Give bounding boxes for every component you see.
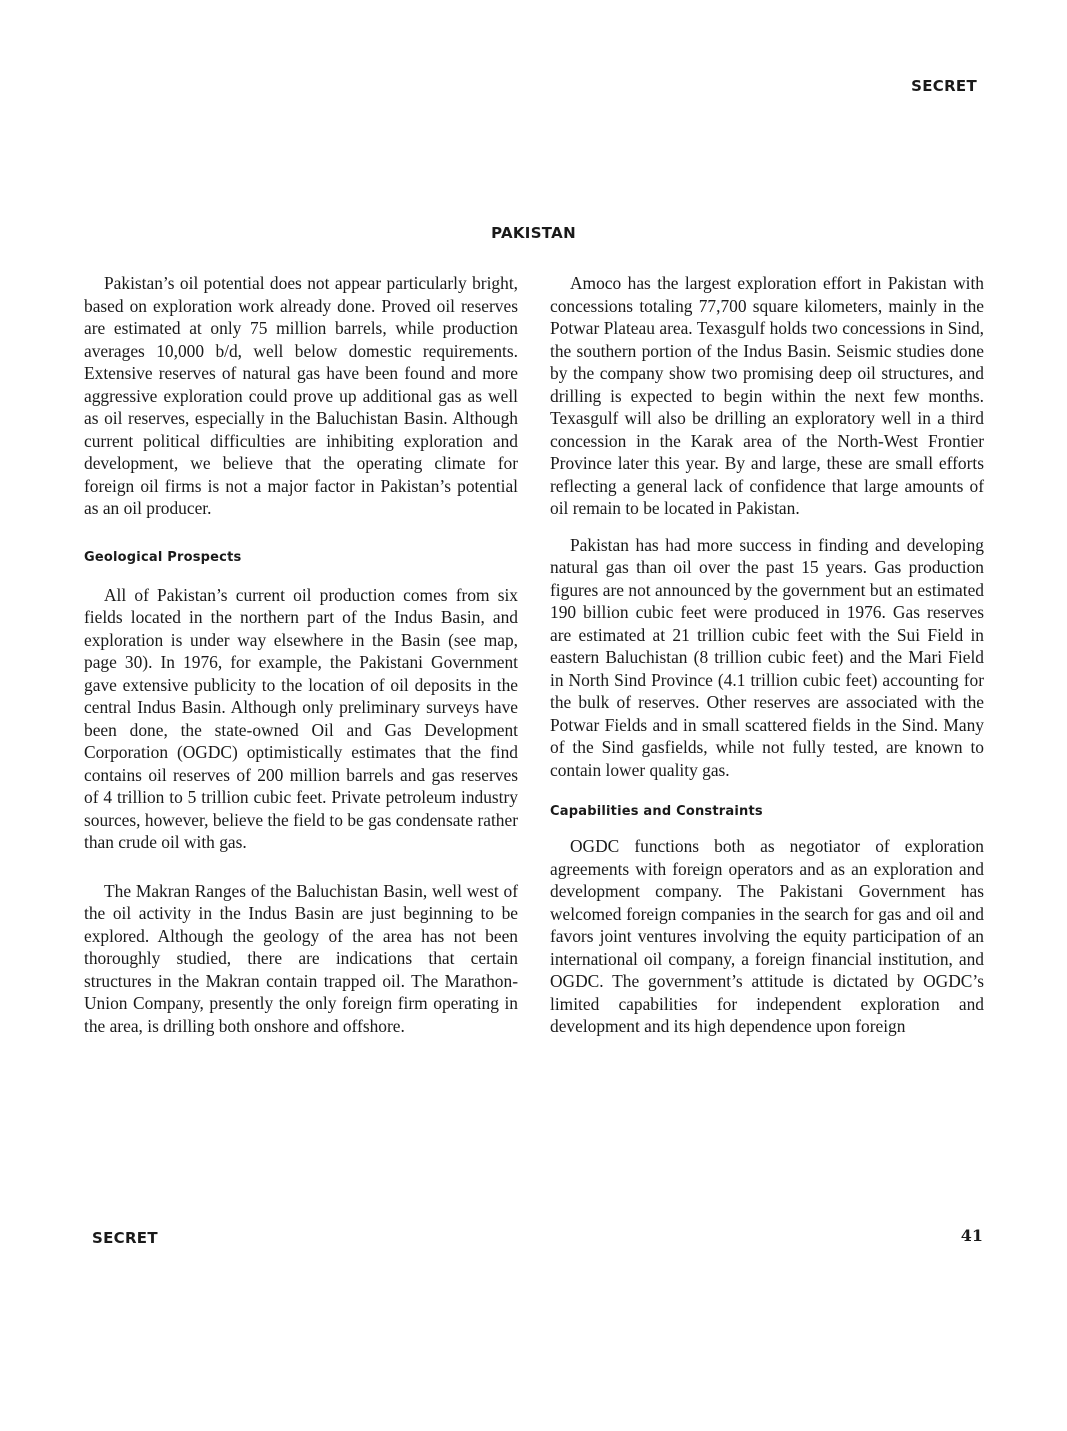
paragraph-amoco-exploration: Amoco has the largest exploration effort in Pakistan with concessions totaling 77,700 square kilometers, mainly in the Potwar Plateau area. Texasgulf holds two concessions in Sind, the southern portion of the Indus Basin. Seismic studies done by the company show two promising deep oil structures, and drilling is expected to begin within the next few months. Texasgulf will also be drilling an exploratory well in a third concession in the Karak area of the North-West Frontier Province later this year. By and large, these are small efforts reflecting a general lack of confidence that large amounts of oil remain to be located in Pakistan. (550, 273, 984, 518)
paragraph-oil-potential: Pakistan’s oil potential does not appear particularly bright, based on exploration work already done. Proved oil reserves are estimated at only 75 million barrels, while production averages 10,000 b/d, well below domestic requirements. Extensive reserves of natural gas have been found and more aggressive exploration could prove up additional gas as well as oil reserves, especially in the Baluchistan Basin. Although current political difficulties are inhibiting exploration and development, we believe that the operating climate for foreign oil firms is not a major factor in Pakistan’s potential as an oil producer. (84, 273, 518, 518)
page-number: 41 (960, 1226, 983, 1245)
paragraph-current-production: All of Pakistan’s current oil production comes from six fields located in the northern part of the Indus Basin, and exploration is under way elsewhere in the Basin (see map, page 30). In 1976, for example, the Pakistani Government gave extensive publicity to the location of oil deposits in the central Indus Basin. Although only preliminary surveys have been done, the state-owned Oil and Gas Development Corporation (OGDC) optimistically estimates that the find contains oil reserves of 200 million barrels and gas reserves of 4 trillion to 5 trillion cubic feet. Private petroleum industry sources, however, believe the field to be gas condensate rather than crude oil with gas. (84, 584, 518, 852)
classification-footer: SECRET (92, 1229, 158, 1247)
paragraph-natural-gas: Pakistan has had more success in finding and developing natural gas than oil over the past 15 years. Gas production figures are not announced by the government but an estimated 190 billion cubic feet were produced in 1976. Gas reserves are estimated at 21 trillion cubic feet with the Sui Field in eastern Baluchistan (8 trillion cubic feet) and the Mari Field in North Sind Province (4.1 trillion cubic feet) accounting for the bulk of reserves. Other reserves are associated with the Potwar Fields and in small scattered fields in the Sind. Many of the Sind gasfields, while not fully tested, are known to contain lower quality gas. (550, 534, 984, 780)
heading-geological-prospects: Geological Prospects (84, 549, 242, 565)
paragraph-ogdc-functions: OGDC functions both as negotiator of exploration agreements with foreign operators and as an exploration and development company. The Pakistani Government has welcomed foreign companies in the search for gas and oil and favors joint ventures involving the equity participation of an international oil company, a foreign financial institution, and OGDC. The government’s attitude is dictated by OGDC’s limited capabilities for independent exploration and development and its high dependence upon foreign (550, 836, 984, 1036)
left-column (84, 272, 518, 1037)
section-title: PAKISTAN (491, 224, 576, 242)
classification-header: SECRET (911, 77, 977, 95)
paragraph-makran-ranges: The Makran Ranges of the Baluchistan Basin, well west of the oil activity in the Indus Basin are just beginning to be explored. Although the geology of the area has not been thoroughly studied, there are indications that certain structures in the Makran contain trapped oil. The Marathon-Union Company, presently the only foreign firm operating in the area, is drilling both onshore and offshore. (84, 880, 518, 1036)
right-column (550, 272, 984, 1038)
heading-capabilities-constraints: Capabilities and Constraints (550, 804, 763, 819)
